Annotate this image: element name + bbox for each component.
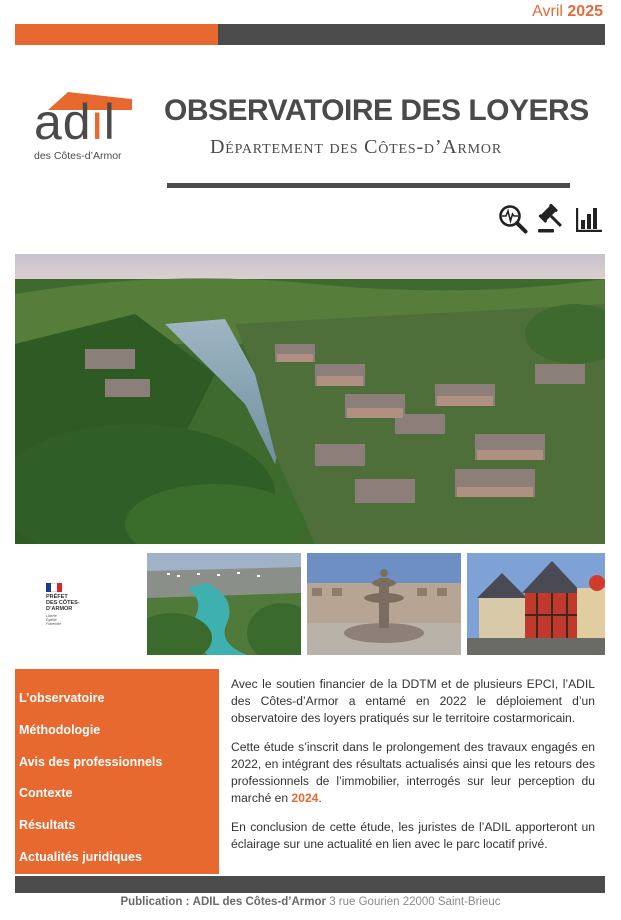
footer-publication: [0, 896, 621, 908]
prefet-line-1: PRÉFET: [46, 594, 68, 600]
p2-year: 2024: [291, 791, 319, 805]
date-year: 2025: [567, 3, 603, 20]
prefet-logo: [46, 583, 116, 626]
intro-paragraph-2: [231, 739, 595, 807]
motto-1: Liberté: [46, 614, 57, 618]
header-icons: [498, 204, 604, 234]
publication-date: [532, 3, 603, 21]
intro-paragraph-3: En conclusion de cette étude, les juristes de l’ADIL apporteront un éclairage sur une actualité en lien avec le parc locatif privé.: [231, 820, 595, 851]
logo-word-start: ad: [34, 94, 92, 150]
footer-org: ADIL des Côtes-d’Armor: [192, 896, 326, 908]
logo-word: [34, 96, 116, 148]
prefet-motto: [46, 614, 116, 626]
section-menu: [15, 669, 219, 874]
menu-item-contexte[interactable]: Contexte: [19, 786, 73, 801]
title-divider: [167, 183, 570, 188]
p2-end: .: [318, 791, 322, 805]
menu-item-actualites-juridiques[interactable]: Actualités juridiques: [19, 849, 142, 864]
magnifier-pulse-icon: [498, 204, 528, 234]
thumb-photo-fountain: [307, 553, 461, 655]
p2-text: Cette étude s’inscrit dans le prolongement des travaux engagés en 2022, en intégrant des résultats actualisés ainsi que les retours des professionnels de l’immobilier, interrogés sur leur perception du marché en: [231, 740, 595, 805]
logo-word-accent: i: [91, 94, 104, 150]
footer-label: Publication :: [120, 896, 190, 908]
main-photo-dinan: [15, 254, 605, 544]
menu-item-observatoire[interactable]: L’observatoire: [19, 691, 105, 705]
logo-subtitle: des Côtes-d’Armor: [34, 150, 122, 162]
menu-item-methodologie[interactable]: Méthodologie: [19, 722, 101, 737]
date-month: Avril: [532, 3, 563, 20]
motto-3: Fraternité: [46, 622, 61, 626]
intro-paragraph-1: Avec le soutien financier de la DDTM et de plusieurs EPCI, l’ADIL des Côtes-d’Armor a entamé en 2022 le déploiement d’un observatoire des loyers pratiqués sur le territoire costarmoricain.: [231, 677, 595, 725]
thumb-photo-timber-houses: [467, 553, 605, 655]
menu-item-avis-professionnels[interactable]: Avis des professionnels: [19, 754, 163, 769]
adil-logo: [34, 92, 140, 166]
top-banner-bar: [15, 24, 605, 45]
page-title: OBSERVATOIRE DES LOYERS: [164, 94, 589, 127]
french-flag-icon: [46, 583, 62, 592]
menu-item-resultats[interactable]: Résultats: [19, 818, 76, 833]
bottom-banner-bar: [15, 876, 605, 893]
thumb-photo-harbour: [147, 553, 301, 655]
prefet-line-3: D’ARMOR: [46, 606, 73, 612]
bar-chart-icon: [574, 204, 604, 234]
logo-word-end: l: [103, 94, 116, 150]
motto-2: Égalité: [46, 618, 57, 622]
intro-text: [231, 676, 595, 865]
page-subtitle: Département des Côtes-d’Armor: [210, 136, 502, 158]
gavel-icon: [536, 204, 566, 234]
top-banner-accent: [15, 24, 218, 45]
footer-address: 3 rue Gourien 22000 Saint-Brieuc: [329, 896, 501, 908]
prefet-line-2: DES CÔTES-: [46, 600, 80, 606]
